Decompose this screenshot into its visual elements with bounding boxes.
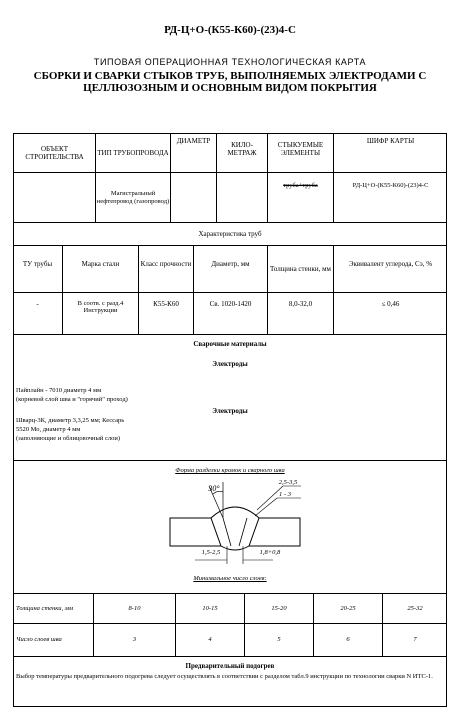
thickness-range: 25-32 (407, 604, 423, 612)
layer-count-label: Число слоев шва (16, 636, 62, 644)
header-card-cipher: ШИФР КАРТЫ (366, 137, 415, 145)
electrode-1-line-1: Пайплайн - 7010 диаметр 4 мм (16, 387, 102, 395)
header-joined-elements: СТЫКУЕМЫЕ ЭЛЕМЕНТЫ (277, 141, 324, 157)
dimension-bottom-left: 1,5-2,5 (201, 548, 221, 556)
thickness-range: 20-25 (340, 604, 356, 612)
divider (13, 460, 447, 461)
thickness-range: 8-10 (128, 604, 141, 612)
layer-count: 5 (277, 636, 281, 644)
layer-count: 7 (413, 636, 417, 644)
header-pipeline-type: ТИП ТРУБОПРОВОДА (97, 149, 169, 157)
header-wall-thickness: Толщина стенки, мм (270, 265, 331, 273)
document-title (20, 70, 440, 94)
dimension-top-1: 2,5-3,5 (278, 478, 298, 486)
electrode-2-line-2: 5520 Мо, диаметр 4 мм (16, 426, 81, 434)
electrode-1-line-2: (корневой слой шва и "горячий" проход) (16, 396, 128, 404)
divider (13, 334, 447, 335)
pipe-section-title: Характеристика труб (198, 229, 262, 238)
materials-title: Сварочные материалы (193, 340, 267, 348)
dimension-top-2: 1 - 3 (279, 490, 291, 498)
electrodes-title-1: Электроды (212, 360, 248, 368)
carbon-equivalent-value: ≤ 0,46 (381, 300, 400, 308)
header-tu: ТУ трубы (22, 260, 53, 268)
electrodes-title-2: Электроды (212, 407, 248, 415)
steel-grade-value: В соотв. с разд.4 Инструкции (77, 299, 124, 314)
header-carbon-equivalent: Эквивалент углерода, Сэ, % (348, 260, 433, 268)
card-cipher-value: РД-Ц+О-(К55-К60)-(23)4-С (352, 181, 429, 189)
dimension-bottom-right: 1,8+0,8 (259, 548, 281, 556)
header-steel-grade: Марка стали (81, 260, 120, 268)
thickness-range: 10-15 (202, 604, 218, 612)
card-code: РД-Ц+О-(К55-К60)-(23)4-С (164, 24, 296, 36)
electrode-2-line-1: Шварц-3К, диаметр 3,3,25 мм; Кессарь (16, 417, 125, 425)
tu-value: - (36, 300, 39, 308)
preheat-text: Выбор температуры предварительного подогрева следует осуществлять в соответствии с разделом табл.9 инструкции по технологии сварки N ИТС-1. (16, 673, 433, 680)
pipeline-type-value: Магистральный нефтепровод (газопровод) (96, 190, 170, 205)
header-diameter-mm: Диаметр, мм (211, 260, 250, 268)
strength-class-value: К55-К60 (153, 300, 179, 308)
wall-thickness-value: 8,0-32,0 (288, 300, 313, 308)
thickness-range: 15-20 (271, 604, 287, 612)
header-diameter: ДИАМЕТР (176, 137, 211, 145)
diameter-value: Св. 1020-1420 (209, 300, 252, 308)
electrode-2-line-3: (заполняющие и облицовочный слои) (16, 435, 121, 443)
layer-count: 6 (346, 636, 350, 644)
bevel-angle-label: 30° (208, 484, 220, 494)
wall-thickness-label: Толщина стенки, мм (16, 604, 74, 612)
divider (13, 656, 447, 657)
diagram-title: Форма разделки кромок и сварного шва (175, 467, 285, 475)
title-line-2: ЦЕЛЛЮЗОЗНЫМ И ОСНОВНЫМ ВИДОМ ПОКРЫТИЯ (83, 82, 377, 94)
header-strength-class: Класс прочности (140, 260, 192, 268)
title-line-1: СБОРКИ И СВАРКИ СТЫКОВ ТРУБ, ВЫПОЛНЯЕМЫХ ЭЛЕКТРОДАМИ С (33, 70, 427, 82)
diagram-caption: Минимальное число слоев: (193, 575, 267, 583)
header-object: ОБЪЕКТ СТРОИТЕЛЬСТВА (25, 145, 84, 161)
preheat-title: Предварительный подогрев (185, 662, 275, 670)
header-kilometrage: КИЛО-МЕТРАЖ (227, 141, 257, 157)
layer-count: 4 (208, 636, 212, 644)
layer-count: 3 (132, 636, 137, 644)
document-subtitle: ТИПОВАЯ ОПЕРАЦИОННАЯ ТЕХНОЛОГИЧЕСКАЯ КАРТА (93, 57, 367, 67)
joined-elements-value: труба+труба (283, 181, 318, 189)
